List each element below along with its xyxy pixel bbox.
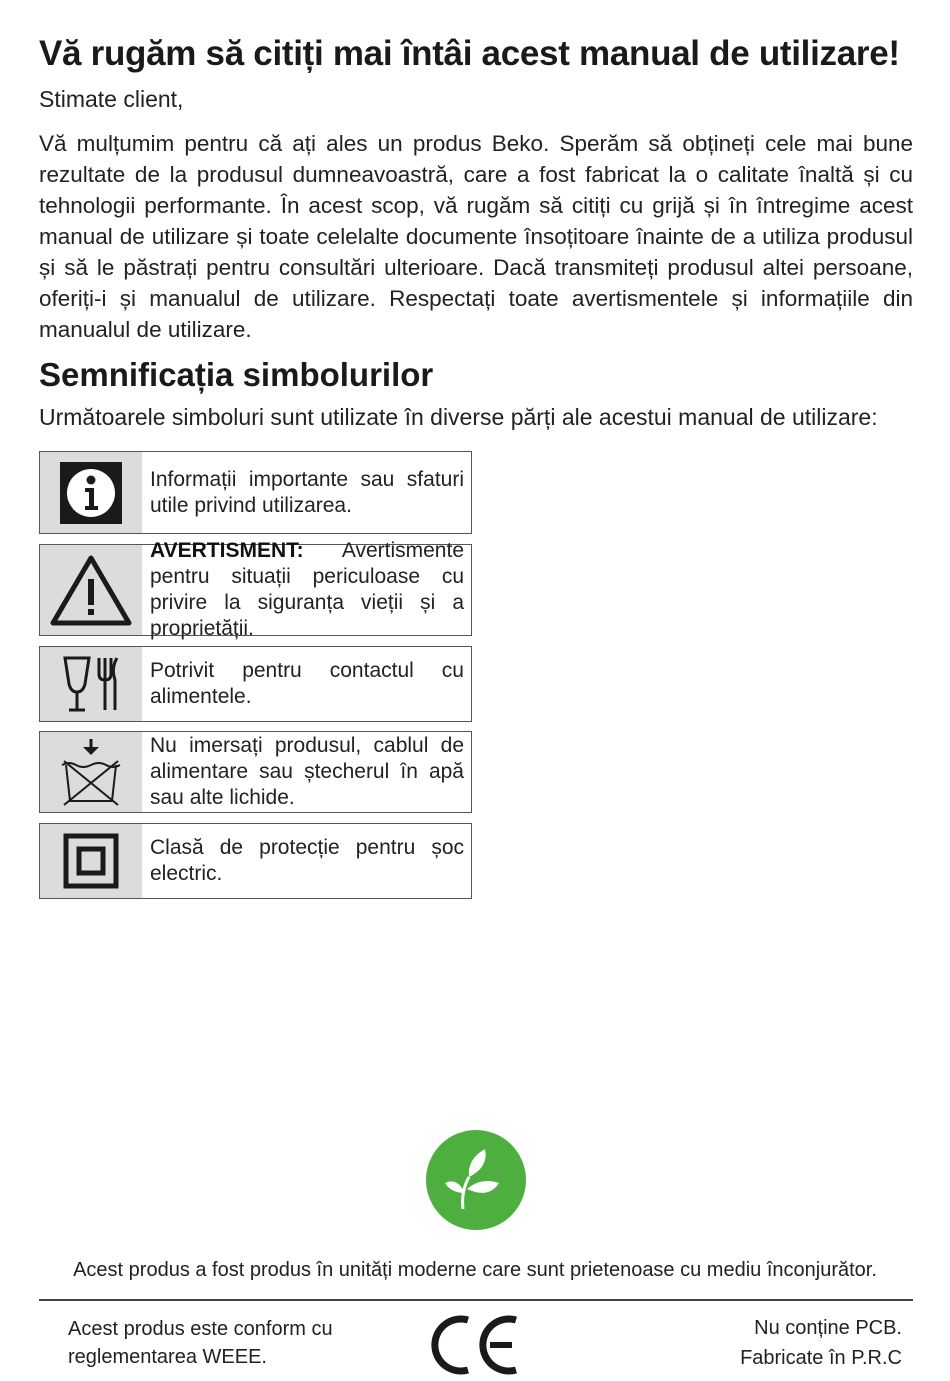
symbol-row-food-contact [39, 646, 472, 722]
symbol-text: AVERTISMENT: Avertismente pentru situații periculoase cu privire la siguranța vieții și a proprietății. [150, 539, 464, 640]
compliance-notes [740, 1313, 902, 1373]
intro-paragraph: Vă mulțumim pentru că ați ales un produs Beko. Sperăm să obțineți cele mai bune rezultate de la produsul dumneavoastră, care a fost fabricat la o calitate înaltă și cu tehnologii performante. În acest scop, vă rugăm să citiți cu grijă și în întregime acest manual de utilizare și toate celelalte documente însoțitoare înainte de a utiliza produsul și să le păstrați pentru consultări ulterioare. Dacă transmiteți produsul altei persoane, oferiți-i și manualul de utilizare. Respectați toate avertismentele și informațiile din manualul de utilizare. [39, 131, 913, 342]
double-insulation-icon [40, 824, 142, 898]
warning-icon [40, 545, 142, 635]
page-title: Vă rugăm să citiți mai întâi acest manual de utilizare! [39, 34, 900, 73]
symbol-text: Informații importante sau sfaturi utile privind utilizarea. [150, 467, 464, 517]
food-contact-icon [40, 647, 142, 721]
leaf-icon [426, 1130, 526, 1230]
symbol-text: Clasă de protecție pentru șoc electric. [150, 836, 464, 885]
no-immerse-icon [40, 732, 142, 812]
weee-statement: Acest produs este conform cu reglementarea WEEE. [68, 1318, 333, 1368]
symbol-row-warning [39, 539, 472, 640]
symbol-row-info [39, 451, 472, 534]
symbol-row-no-immerse [39, 731, 472, 813]
pcb-note: Nu conține PCB. [754, 1317, 902, 1339]
warning-label: AVERTISMENT: [150, 539, 304, 562]
ce-mark-icon [430, 1314, 522, 1381]
eco-statement: Acest produs a fost produs în unități moderne care sunt prietenoase cu mediu înconjurător. [73, 1259, 877, 1281]
divider [39, 1299, 913, 1301]
greeting: Stimate client, [39, 86, 184, 112]
symbol-row-double-insulation [39, 823, 472, 899]
symbol-text: Nu imersați produsul, cablul de alimentare sau ștecherul în apă sau alte lichide. [150, 734, 464, 809]
origin-note: Fabricate în P.R.C [740, 1347, 902, 1369]
section-intro: Următoarele simboluri sunt utilizate în diverse părți ale acestui manual de utilizare: [39, 404, 878, 430]
section-title: Semnificația simbolurilor [39, 356, 434, 393]
symbol-text: Potrivit pentru contactul cu alimentele. [150, 659, 464, 708]
info-icon [40, 452, 142, 533]
